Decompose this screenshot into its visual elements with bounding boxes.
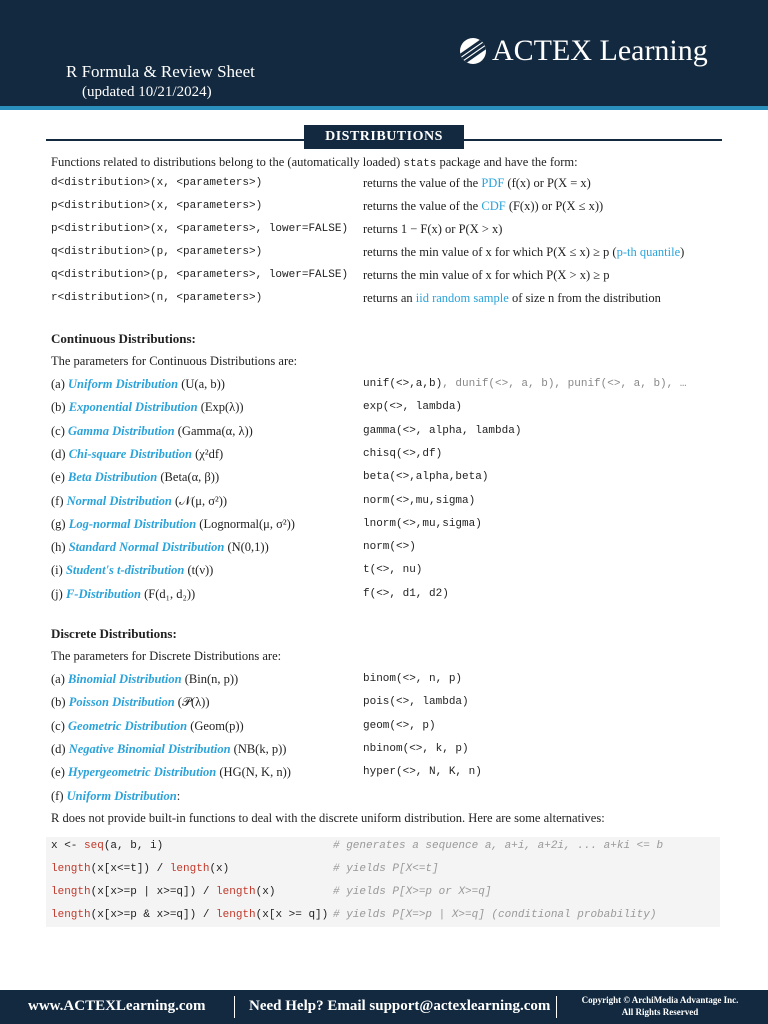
distribution-link[interactable]: Student's t-distribution: [65, 563, 185, 578]
distribution-link[interactable]: Exponential Distribution: [68, 400, 198, 415]
distribution-link[interactable]: Uniform Distribution: [66, 788, 177, 803]
code-line: [51, 886, 721, 904]
distribution-label: (d) Chi-square Distribution (χ²df): [51, 446, 224, 461]
code-comment: # yields P[X<=t]: [333, 863, 439, 875]
distribution-function: nbinom(<>, k, p): [363, 742, 469, 755]
distribution-function: t(<>, nu): [363, 564, 423, 577]
code-comment: # yields P[X=>p | X>=q] (conditional probability): [333, 909, 657, 921]
brand-logo[interactable]: [460, 34, 708, 68]
distribution-link[interactable]: Negative Binomial Distribution: [68, 741, 231, 756]
discrete-uniform-note: R does not provide built-in functions to deal with the discrete uniform distribution. Here are some alternatives:: [51, 811, 605, 825]
distribution-label: (d) Negative Binomial Distribution (NB(k, p)): [51, 741, 287, 756]
distribution-link[interactable]: Normal Distribution: [66, 493, 172, 508]
distribution-label: (c) Gamma Distribution (Gamma(α, λ)): [51, 423, 253, 438]
code-line: [51, 840, 721, 858]
function-signature: r<distribution>(n, <parameters>): [51, 292, 263, 304]
function-row: [51, 177, 741, 195]
distribution-link[interactable]: Gamma Distribution: [68, 423, 175, 438]
distribution-label: (e) Hypergeometric Distribution (HG(N, K, n)): [51, 765, 291, 780]
continuous-item: [51, 563, 741, 581]
distribution-label: (f) Normal Distribution (𝒩(μ, σ²)): [51, 493, 228, 508]
code-text: length(x[x>=p | x>=q]) / length(x): [51, 886, 276, 898]
function-description: returns the min value of x for which P(X ≤ x) ≥ p (p-th quantile): [363, 245, 685, 259]
section-title: DISTRIBUTIONS: [304, 125, 464, 149]
footer-divider: [556, 996, 557, 1018]
footer-divider: [234, 996, 235, 1018]
distribution-label: (e) Beta Distribution (Beta(α, β)): [51, 470, 220, 485]
distribution-label: (j) F-Distribution (F(d₁, d₂)): [51, 586, 196, 601]
distribution-label: (g) Log-normal Distribution (Lognormal(μ, σ²)): [51, 516, 295, 531]
discrete-item: [51, 695, 741, 713]
function-description: returns 1 − F(x) or P(X > x): [363, 222, 503, 236]
website-link[interactable]: www.ACTEXLearning.com: [28, 998, 206, 1014]
distribution-function: hyper(<>, N, K, n): [363, 766, 482, 779]
distribution-function: exp(<>, lambda): [363, 401, 463, 414]
distribution-function: norm(<>,mu,sigma): [363, 494, 476, 507]
function-signature: q<distribution>(p, <parameters>, lower=FALSE): [51, 269, 349, 281]
intro-text: Functions related to distributions belong to the (automatically loaded) stats package and have the form:: [51, 155, 578, 170]
function-row: [51, 246, 741, 264]
discrete-item: [51, 789, 741, 807]
code-comment: # generates a sequence a, a+i, a+2i, ... a+ki <= b: [333, 840, 664, 852]
continuous-item: [51, 494, 741, 512]
distribution-link[interactable]: Hypergeometric Distribution: [68, 765, 217, 780]
highlight-term[interactable]: iid random sample: [415, 291, 509, 305]
function-row: [51, 292, 741, 310]
discrete-intro: The parameters for Discrete Distributions are:: [51, 649, 282, 663]
distribution-link[interactable]: Binomial Distribution: [68, 672, 182, 686]
function-signature: q<distribution>(p, <parameters>): [51, 246, 263, 258]
distribution-link[interactable]: Chi-square Distribution: [68, 446, 193, 461]
function-description: returns the value of the CDF (F(x)) or P(X ≤ x)): [363, 199, 604, 213]
code-text: length(x[x<=t]) / length(x): [51, 863, 230, 875]
code-text: length(x[x>=p & x>=q]) / length(x[x >= q]): [51, 909, 329, 921]
discrete-item: [51, 672, 741, 690]
sheet-title: R Formula & Review Sheet: [66, 62, 255, 81]
distribution-label: (a) Uniform Distribution (U(a, b)): [51, 377, 225, 391]
distribution-label: (c) Geometric Distribution (Geom(p)): [51, 718, 244, 733]
continuous-item: [51, 424, 741, 442]
code-line: [51, 909, 721, 927]
distribution-function: pois(<>, lambda): [363, 696, 469, 709]
distribution-function: binom(<>, n, p): [363, 673, 463, 685]
distribution-link[interactable]: Log-normal Distribution: [68, 516, 197, 531]
function-row: [51, 223, 741, 241]
function-signature: p<distribution>(x, <parameters>): [51, 200, 263, 212]
distribution-label: (a) Binomial Distribution (Bin(n, p)): [51, 672, 239, 686]
continuous-item: [51, 587, 741, 605]
function-description: returns the value of the PDF (f(x) or P(X = x): [363, 176, 591, 190]
distribution-label: (f) Uniform Distribution:: [51, 788, 181, 803]
distribution-label: (b) Poisson Distribution (𝒫(λ)): [51, 695, 210, 710]
distribution-function: lnorm(<>,mu,sigma): [363, 517, 482, 530]
continuous-item: [51, 377, 741, 395]
distribution-label: (i) Student's t-distribution (t(ν)): [51, 563, 214, 578]
page-footer: [0, 990, 768, 1024]
distribution-function: geom(<>, p): [363, 719, 436, 732]
function-signature: d<distribution>(x, <parameters>): [51, 177, 263, 189]
distribution-function: norm(<>): [363, 541, 416, 554]
function-signature: p<distribution>(x, <parameters>, lower=FALSE): [51, 223, 349, 235]
distribution-link[interactable]: F-Distribution: [65, 586, 141, 601]
discrete-item: [51, 742, 741, 760]
continuous-heading: Continuous Distributions:: [51, 331, 196, 346]
continuous-item: [51, 540, 741, 558]
code-line: [51, 863, 721, 881]
highlight-term[interactable]: p-th quantile: [616, 245, 681, 259]
distribution-function: f(<>, d1, d2): [363, 587, 449, 600]
brand-name: ACTEX Learning: [492, 34, 708, 67]
function-row: [51, 269, 741, 287]
continuous-item: [51, 447, 741, 465]
distribution-link[interactable]: Beta Distribution: [68, 470, 158, 485]
code-text: x <- seq(a, b, i): [51, 840, 164, 852]
highlight-term[interactable]: CDF: [481, 199, 506, 213]
function-row: [51, 200, 741, 218]
distribution-link[interactable]: Uniform Distribution: [68, 377, 179, 391]
copyright: Copyright © ArchiMedia Advantage Inc. All Rights Reserved: [581, 995, 739, 1017]
continuous-item: [51, 400, 741, 418]
continuous-item: [51, 517, 741, 535]
continuous-item: [51, 470, 741, 488]
distribution-link[interactable]: Geometric Distribution: [68, 718, 188, 733]
discrete-item: [51, 719, 741, 737]
continuous-intro: The parameters for Continuous Distributions are:: [51, 354, 298, 368]
actex-logo-icon: [460, 38, 486, 64]
function-description: returns an iid random sample of size n from the distribution: [363, 291, 661, 305]
support-email-link[interactable]: Need Help? Email support@actexlearning.com: [249, 998, 551, 1014]
code-comment: # yields P[X>=p or X>=q]: [333, 886, 492, 898]
function-description: returns the min value of x for which P(X > x) ≥ p: [363, 268, 610, 282]
highlight-term[interactable]: PDF: [481, 176, 505, 190]
sheet-subtitle: (updated 10/21/2024): [82, 84, 212, 100]
header-accent-bar: [0, 106, 768, 110]
distribution-label: (h) Standard Normal Distribution (N(0,1)): [51, 540, 269, 555]
distribution-function: unif(<>,a,b), dunif(<>, a, b), punif(<>, a, b), …: [363, 378, 687, 390]
distribution-link[interactable]: Standard Normal Distribution: [68, 540, 225, 555]
distribution-link[interactable]: Poisson Distribution: [68, 695, 175, 710]
discrete-item: [51, 765, 741, 783]
distribution-function: chisq(<>,df): [363, 447, 443, 460]
distribution-label: (b) Exponential Distribution (Exp(λ)): [51, 400, 244, 415]
distribution-function: gamma(<>, alpha, lambda): [363, 424, 522, 437]
discrete-heading: Discrete Distributions:: [51, 626, 177, 641]
distribution-function: beta(<>,alpha,beta): [363, 471, 489, 484]
